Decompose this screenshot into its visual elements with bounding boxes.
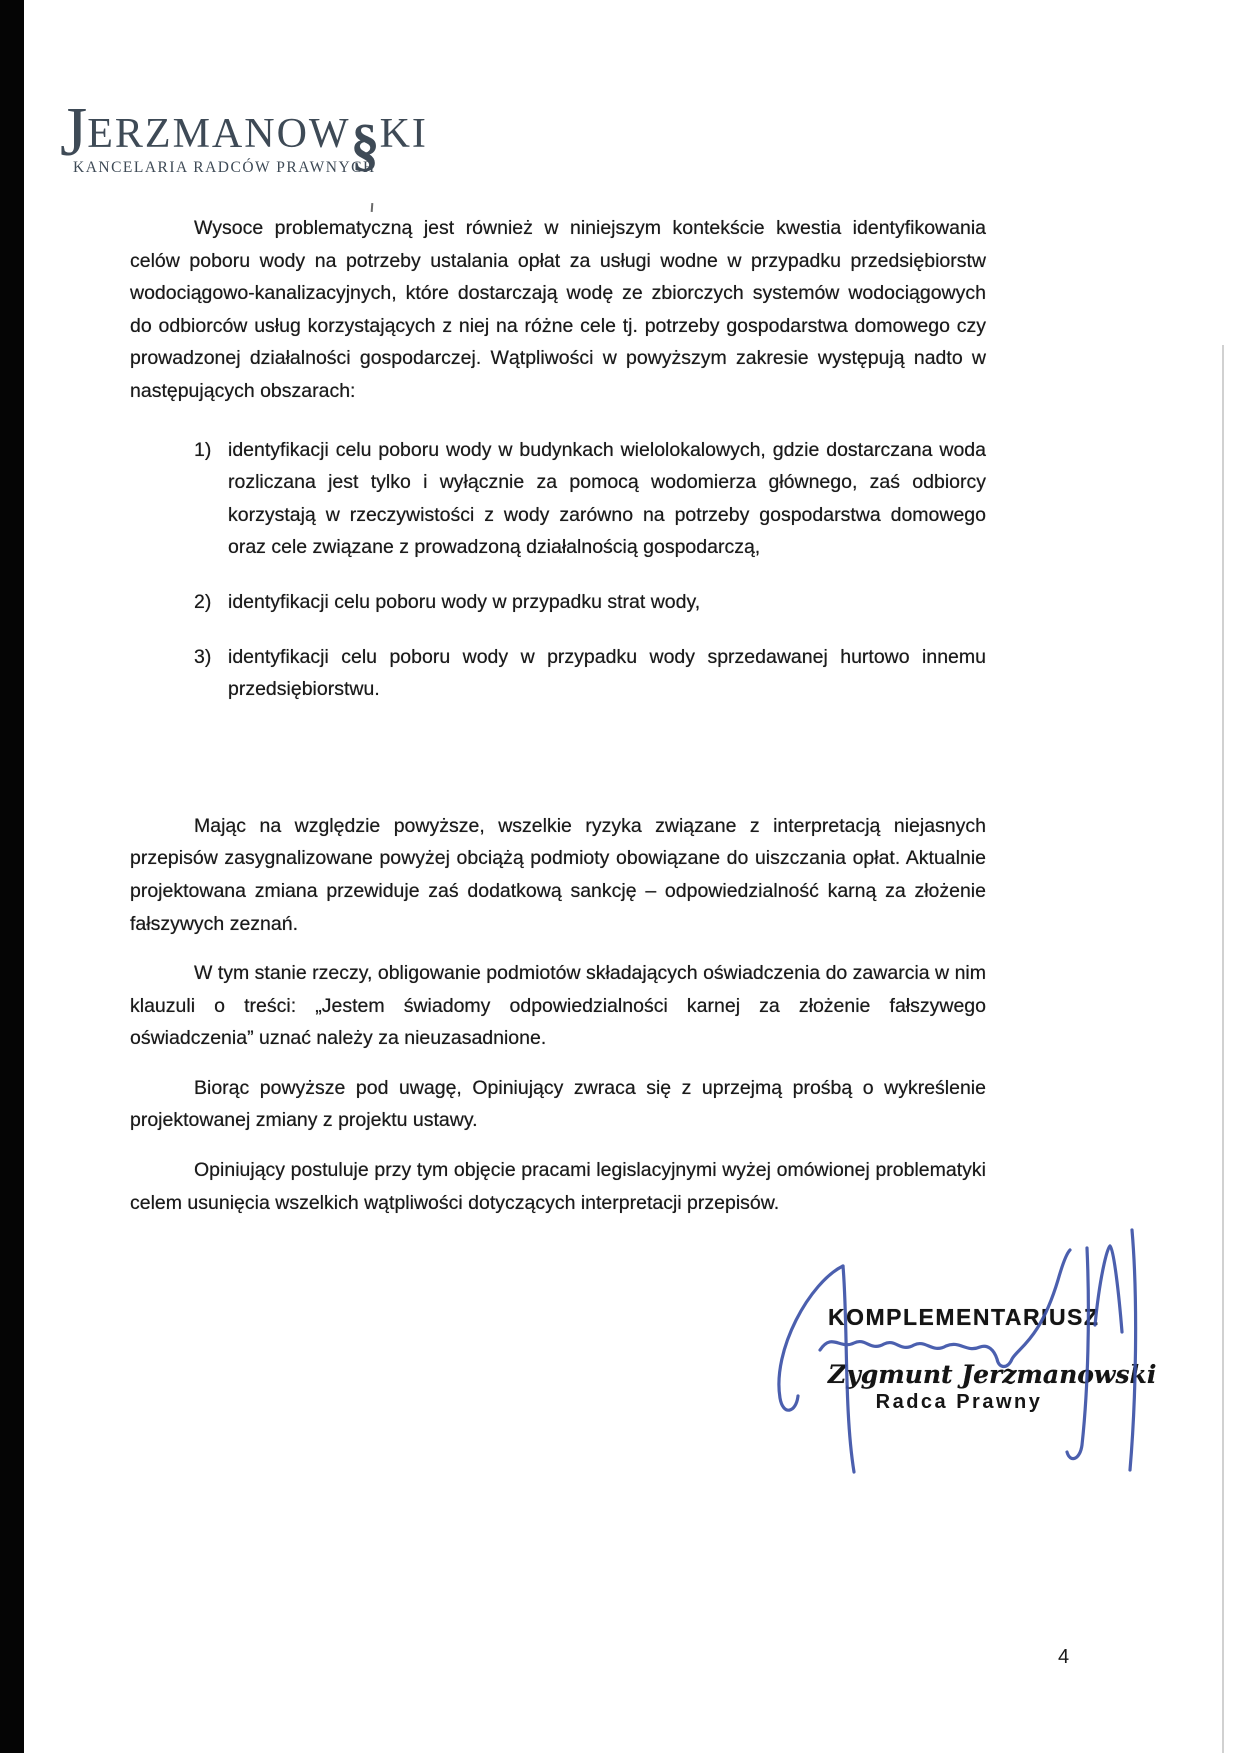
paragraph: Opiniujący postuluje przy tym objęcie pracami legislacyjnymi wyżej omówionej problematyki celem usunięcia wszelkich wątpliwości dotyczących interpretacji przepisów. (130, 1159, 986, 1214)
logo-name-part1: ERZMANOW (87, 111, 351, 157)
list-item (130, 641, 986, 706)
law-firm-logo (60, 94, 428, 177)
paragraph: W tym stanie rzeczy, obligowanie podmiotów składających oświadczenia do zawarcia w nim klauzuli o treści: „Jestem świadomy odpowiedzialności karnej za złożenie fałszywego oświadczenia” uznać należy za nieuzasadnione. (130, 962, 986, 1050)
signer-role-stamp: KOMPLEMENTARIUSZ (828, 1304, 1100, 1330)
signature-block (828, 1304, 1157, 1414)
paragraph: Biorąc powyższe pod uwagę, Opiniujący zwraca się z uprzejmą prośbą o wykreślenie projektowanej zmiany z projektu ustawy. (130, 1076, 986, 1132)
list-item (130, 586, 986, 619)
signature-stroke (1130, 1230, 1136, 1470)
paragraph: Wysoce problematyczną jest również w niniejszym kontekście kwestia identyfikowania celów poboru wody na potrzeby ustalania opłat za usługi wodne w przypadku przedsiębiorstw wodociągowo-kanalizacyjnych, które dostarczają wodę ze zbiorczych systemów wodociągowych do odbiorców usług korzystających z niej na różne cele tj. potrzeby gospodarstwa domowego czy prowadzonej działalności gospodarczej. Wątpliwości w powyższym zakresie występują nadto w następujących obszarach: (130, 217, 986, 402)
signer-title: Radca Prawny (875, 1391, 1043, 1413)
list-item-number: 1) (194, 438, 212, 461)
page-number: 4 (1058, 1646, 1070, 1668)
list-item (130, 434, 986, 564)
list-item-number: 3) (194, 645, 212, 668)
logo-initial: J (60, 94, 88, 171)
list-item-text: identyfikacji celu poboru wody w przypadku wody sprzedawanej hurtowo innemu przedsiębiorstwu. (228, 645, 986, 701)
list-item-text: identyfikacji celu poboru wody w przypadku strat wody, (228, 590, 701, 613)
document-body (130, 212, 986, 1236)
paragraph-section-icon: § (350, 112, 380, 177)
logo-name-part2: KI (379, 111, 428, 157)
logo-subtitle: KANCELARIA RADCÓW PRAWNYCH (73, 159, 376, 176)
list-item-text: identyfikacji celu poboru wody w budynkach wielolokalowych, gdzie dostarczana woda rozliczana jest tylko i wyłącznie za pomocą wodomierza głównego, zaś odbiorcy korzystają w rzeczywistości z wody zarówno na potrzeby gospodarstwa domowego oraz cele związane z prowadzoną działalnością gospodarczą, (228, 438, 986, 559)
page-fold-line (1222, 345, 1224, 1753)
list-item-number: 2) (194, 590, 212, 613)
signer-name: Zygmunt Jerzmanowski (828, 1360, 1157, 1389)
numbered-list (130, 434, 986, 706)
signature-stroke (1095, 1246, 1122, 1332)
paragraph: Mając na względzie powyższe, wszelkie ryzyka związane z interpretacją niejasnych przepisów zasygnalizowane powyżej obciążą podmioty obowiązane do uiszczania opłat. Aktualnie projektowana zmiana przewiduje zaś dodatkową sankcję – odpowiedzialność karną za złożenie fałszywych zeznań. (130, 814, 986, 935)
scan-speck (371, 203, 374, 212)
scan-edge-artifact (0, 0, 24, 1753)
